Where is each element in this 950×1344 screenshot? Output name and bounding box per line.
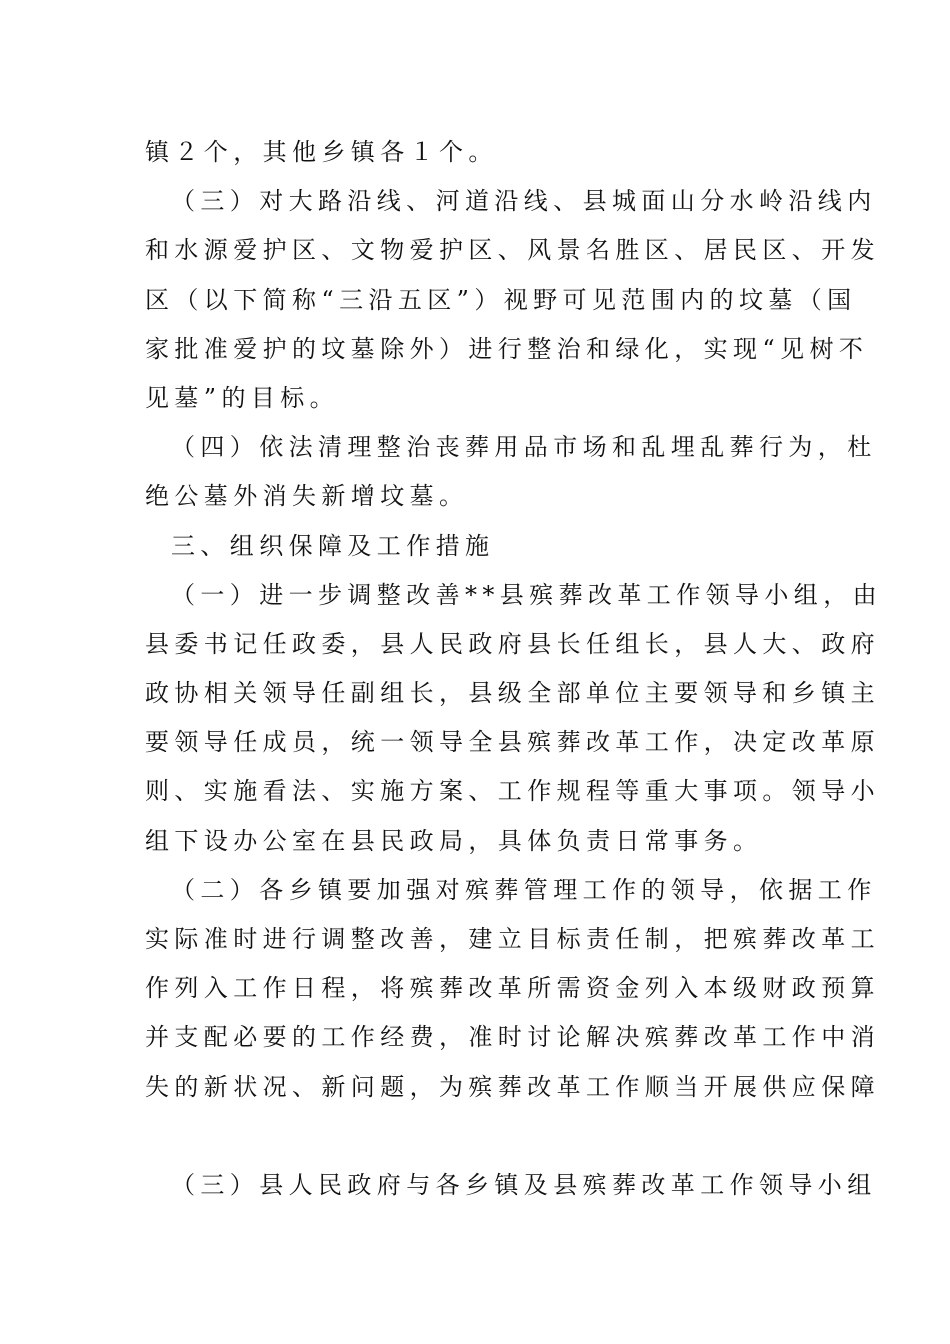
text-line: 要领导任成员，统一领导全县殡葬改革工作，决定改革原 bbox=[145, 728, 880, 757]
text-line: 见墓”的目标。 bbox=[145, 383, 340, 412]
text-line: 区（以下简称“三沿五区”）视野可见范围内的坟墓（国 bbox=[145, 285, 857, 314]
text-line: （四）依法清理整治丧葬用品市场和乱埋乱葬行为，杜 bbox=[171, 433, 877, 462]
text-line: 失的新状况、新问题，为殡葬改革工作顺当开展供应保障 bbox=[145, 1072, 880, 1101]
body-text bbox=[145, 128, 882, 1210]
text-line: 则、实施看法、实施方案、工作规程等重大事项。领导小 bbox=[145, 777, 880, 806]
text-line: （一）进一步调整改善**县殡葬改革工作领导小组，由 bbox=[171, 580, 882, 609]
text-line: （三）县人民政府与各乡镇及县殡葬改革工作领导小组 bbox=[171, 1170, 877, 1199]
text-line: 并支配必要的工作经费，准时讨论解决殡葬改革工作中消 bbox=[145, 1023, 880, 1052]
text-line: 实际准时进行调整改善，建立目标责任制，把殡葬改革工 bbox=[145, 925, 880, 953]
text-line: 政协相关领导任副组长，县级全部单位主要领导和乡镇主 bbox=[145, 679, 880, 708]
text-line: 作列入工作日程，将殡葬改革所需资金列入本级财政预算 bbox=[145, 974, 880, 1003]
text-line: （三）对大路沿线、河道沿线、县城面山分水岭沿线内 bbox=[171, 187, 877, 216]
text-line: 县委书记任政委，县人民政府县长任组长，县人大、政府 bbox=[145, 629, 880, 658]
text-line: 和水源爱护区、文物爱护区、风景名胜区、居民区、开发 bbox=[145, 236, 880, 265]
section-heading: 三、组织保障及工作措施 bbox=[171, 531, 495, 560]
text-line: 绝公墓外消失新增坟墓。 bbox=[145, 482, 469, 511]
text-line: 镇２个，其他乡镇各１个。 bbox=[145, 138, 498, 166]
text-line: 组下设办公室在县民政局，具体负责日常事务。 bbox=[145, 826, 763, 855]
text-line: （二）各乡镇要加强对殡葬管理工作的领导，依据工作 bbox=[171, 875, 877, 904]
text-line: 家批准爱护的坟墓除外）进行整治和绿化，实现“见树不 bbox=[145, 334, 869, 363]
blank-line bbox=[145, 1112, 810, 1161]
